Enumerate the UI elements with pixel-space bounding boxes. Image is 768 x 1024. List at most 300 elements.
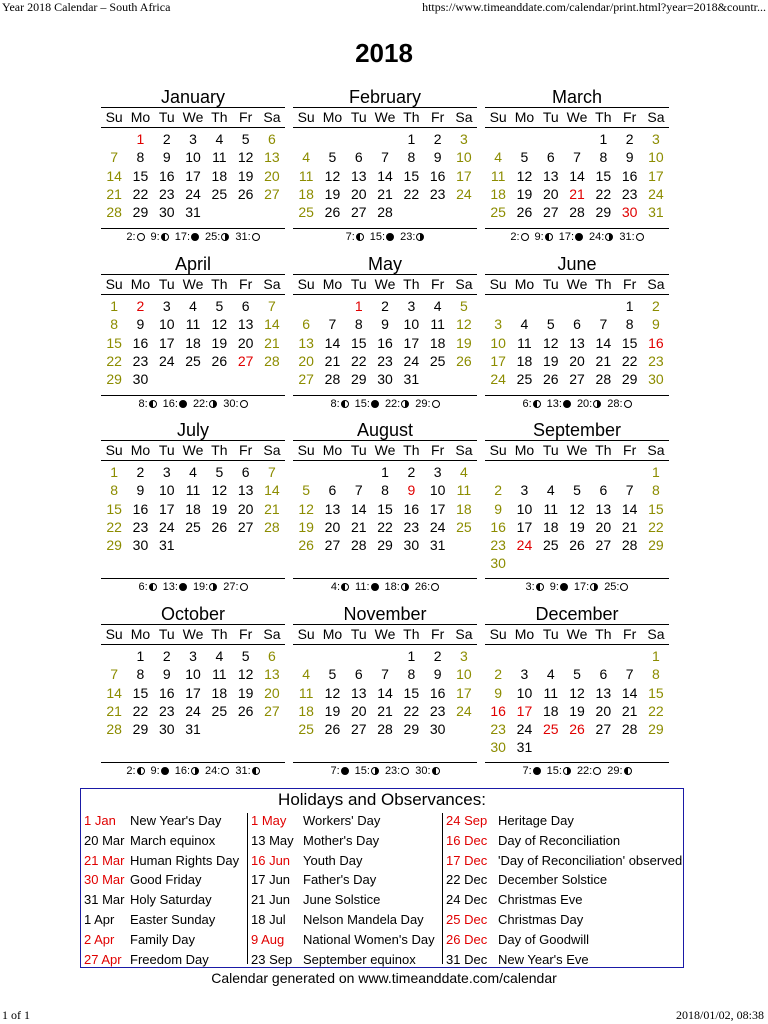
day-cell: 23 (621, 185, 638, 202)
day-cell: 30 (377, 371, 393, 388)
empty-cell (564, 130, 590, 148)
day-cell: 6 (599, 666, 608, 683)
day-cell: 4 (215, 131, 224, 147)
weekday-label: Tu (542, 442, 559, 458)
weekday-label: Sa (647, 442, 665, 458)
day-cell: 2 (162, 648, 171, 664)
holiday-date: 2 Apr (84, 931, 115, 947)
day-cell: 20 (595, 518, 612, 535)
moon-phase (205, 765, 229, 777)
day-cell: 9 (652, 316, 660, 333)
day-cell: 5 (573, 666, 581, 683)
day-cell: 17 (456, 167, 472, 184)
day-cell: 23 (490, 721, 506, 738)
day-cell: 24 (516, 537, 533, 554)
moon-phases (485, 395, 669, 410)
day-cell: 23 (429, 702, 446, 719)
holiday-row (443, 910, 683, 930)
day-cell: 19 (211, 500, 228, 517)
day-cell: 10 (403, 316, 420, 333)
holiday-name: December Solstice (498, 872, 608, 888)
day-cell: 8 (110, 482, 119, 499)
day-cell: 29 (106, 371, 122, 388)
day-cell: 9 (494, 500, 503, 517)
moon-phase (385, 398, 409, 410)
day-cell: 23 (158, 185, 175, 202)
day-cell: 23 (490, 537, 506, 554)
holiday-row (443, 851, 683, 871)
moon-phase-day: 27: (223, 581, 239, 593)
day-cell: 9 (381, 316, 389, 333)
day-cell: 21 (621, 702, 638, 719)
empty-cell (511, 297, 537, 315)
moon-phase (510, 231, 528, 243)
day-cell: 24 (456, 702, 472, 719)
moon-phases (101, 578, 285, 593)
day-cell: 14 (106, 684, 122, 701)
moon-phase (522, 765, 540, 777)
moon-phases (101, 762, 285, 777)
day-cell: 19 (324, 702, 341, 719)
weekday-label: Su (489, 626, 507, 642)
generated-note: Calendar generated on www.timeanddate.com/calendar (211, 970, 557, 986)
month-name: December (535, 604, 619, 624)
holiday-date: 17 Dec (446, 852, 488, 868)
day-cell: 17 (648, 167, 664, 184)
day-cell: 2 (494, 666, 503, 683)
day-cell: 29 (648, 537, 664, 554)
holiday-date: 31 Mar (84, 892, 125, 908)
day-cell: 7 (625, 482, 634, 499)
moon-phase (355, 398, 379, 410)
weekday-label: We (566, 442, 588, 458)
moon-phase (415, 398, 439, 410)
weekday-label: Fr (239, 442, 253, 458)
holiday-row (81, 811, 247, 831)
weekday-label: Th (595, 276, 612, 292)
day-cell: 28 (350, 537, 367, 554)
weekday-label: Mo (130, 109, 151, 125)
day-cell: 21 (377, 702, 393, 719)
empty-cell (616, 647, 642, 665)
day-cell: 16 (648, 334, 664, 351)
weekday-label: Su (105, 276, 123, 292)
day-cell: 25 (211, 702, 228, 719)
empty-cell (372, 130, 398, 148)
new-moon-icon (179, 400, 187, 408)
day-cell: 6 (354, 666, 363, 683)
day-cell: 24 (429, 518, 446, 535)
weekday-label: Tu (158, 276, 175, 292)
moon-phase (175, 231, 199, 243)
day-cell: 7 (381, 149, 389, 166)
day-cell: 26 (237, 702, 254, 719)
day-cell: 7 (381, 666, 389, 683)
moon-phases (485, 228, 669, 243)
month-name: June (557, 254, 597, 274)
moon-phase (370, 231, 394, 243)
holiday-row (81, 831, 247, 851)
day-cell: 8 (354, 316, 363, 333)
day-cell: 28 (377, 721, 393, 738)
day-cell: 14 (595, 334, 612, 351)
empty-cell (319, 130, 345, 148)
day-cell: 5 (328, 149, 337, 166)
day-cell: 6 (354, 149, 363, 166)
day-cell: 29 (132, 204, 149, 221)
holidays-column-3 (443, 811, 683, 967)
weekday-label: Mo (322, 626, 343, 642)
day-cell: 12 (211, 482, 228, 499)
weekday-label: We (374, 276, 396, 292)
weekday-label: Su (297, 276, 315, 292)
holiday-row (248, 811, 442, 831)
day-cell: 24 (185, 185, 201, 202)
day-cell: 11 (543, 684, 559, 701)
day-cell: 16 (132, 500, 149, 517)
day-cell: 12 (516, 167, 533, 184)
weekday-label: Fr (623, 626, 637, 642)
moon-phase (385, 581, 409, 593)
holiday-name: Family Day (130, 931, 196, 947)
moon-phases (101, 395, 285, 410)
day-cell: 23 (377, 352, 393, 369)
day-cell: 17 (516, 518, 533, 535)
day-grid (101, 647, 285, 738)
last-quarter-moon-icon (356, 233, 364, 241)
empty-cell (564, 463, 590, 481)
day-cell: 9 (136, 482, 145, 499)
day-cell: 12 (237, 666, 254, 683)
day-cell: 21 (106, 185, 122, 202)
first-quarter-moon-icon (191, 767, 199, 775)
weekday-header (485, 624, 669, 645)
day-cell: 2 (381, 298, 389, 314)
day-cell: 19 (324, 185, 341, 202)
holiday-name: Heritage Day (498, 813, 574, 828)
moon-phase (535, 231, 553, 243)
moon-phase (235, 231, 259, 243)
weekday-label: Sa (455, 276, 473, 292)
moon-phase (193, 581, 217, 593)
day-cell: 31 (648, 204, 664, 221)
moon-phase (400, 231, 424, 243)
day-cell: 19 (542, 352, 559, 369)
day-cell: 12 (456, 316, 472, 333)
first-quarter-moon-icon (605, 233, 613, 241)
weekday-label: We (182, 109, 204, 125)
last-quarter-moon-icon (545, 233, 553, 241)
holiday-date: 16 Jun (251, 852, 291, 868)
day-cell: 21 (569, 185, 585, 202)
empty-cell (616, 463, 642, 481)
weekday-label: Tu (350, 442, 367, 458)
weekday-header (101, 440, 285, 461)
moon-phase (151, 231, 169, 243)
moon-phase-day: 17: (558, 231, 575, 243)
moon-phase-day: 18: (384, 581, 400, 593)
holiday-name: New Year's Day (130, 813, 222, 828)
day-cell: 18 (211, 167, 228, 184)
day-cell: 9 (433, 666, 442, 683)
day-cell: 29 (350, 371, 367, 388)
day-cell: 9 (162, 149, 171, 166)
moon-phase (235, 765, 259, 777)
empty-cell (293, 647, 319, 665)
day-cell: 14 (324, 334, 341, 351)
day-cell: 12 (324, 684, 341, 701)
weekday-label: Th (403, 442, 420, 458)
day-cell: 23 (132, 352, 149, 369)
month-april (101, 254, 285, 388)
day-cell: 1 (599, 131, 608, 147)
moon-phase-day: 13: (162, 581, 178, 593)
day-cell: 22 (403, 702, 420, 719)
empty-cell (101, 130, 127, 148)
day-grid (101, 297, 285, 388)
holiday-date: 20 Mar (84, 832, 125, 848)
weekday-label: Su (489, 276, 507, 292)
day-cell: 15 (106, 334, 122, 351)
day-cell: 18 (542, 518, 559, 535)
weekday-label: We (566, 276, 588, 292)
day-cell: 17 (158, 334, 175, 351)
empty-cell (538, 297, 564, 315)
day-cell: 26 (298, 537, 314, 554)
day-cell: 13 (595, 500, 612, 517)
day-cell: 21 (377, 185, 393, 202)
day-cell: 6 (302, 316, 311, 333)
day-cell: 6 (268, 131, 276, 147)
day-cell: 19 (456, 334, 472, 351)
new-moon-icon (191, 233, 199, 241)
day-cell: 8 (407, 666, 416, 683)
day-cell: 9 (407, 482, 416, 499)
weekday-label: Th (211, 626, 228, 642)
moon-phase (126, 231, 144, 243)
holiday-row (248, 910, 442, 930)
day-cell: 28 (106, 204, 122, 221)
empty-cell (293, 463, 319, 481)
weekday-label: Tu (350, 109, 367, 125)
weekday-label: Sa (647, 626, 665, 642)
day-cell: 23 (648, 352, 664, 369)
moon-phase (415, 581, 439, 593)
day-cell: 4 (302, 666, 311, 683)
weekday-label: We (566, 626, 588, 642)
moon-phase-day: 24: (205, 765, 221, 777)
moon-phase-day: 16: (162, 398, 178, 410)
holiday-date: 21 Mar (84, 852, 125, 868)
weekday-label: Sa (263, 276, 281, 292)
moon-phase (138, 581, 156, 593)
empty-cell (346, 130, 372, 148)
day-cell: 26 (324, 204, 341, 221)
holiday-date: 21 Jun (251, 892, 291, 908)
day-cell: 16 (377, 334, 393, 351)
empty-cell (319, 647, 345, 665)
moon-phase (559, 231, 583, 243)
moon-phase-day: 4: (330, 581, 341, 593)
month-february (293, 87, 477, 221)
day-cell: 22 (132, 702, 149, 719)
day-cell: 7 (599, 316, 608, 333)
day-cell: 1 (136, 648, 145, 664)
day-cell: 17 (490, 352, 506, 369)
weekday-label: Mo (514, 276, 535, 292)
print-datetime: 2018/01/02, 08:38 (675, 1008, 764, 1022)
weekday-label: Sa (263, 626, 281, 642)
first-quarter-moon-icon (209, 583, 217, 591)
moon-phase-day: 29: (607, 765, 623, 777)
day-cell: 11 (490, 167, 506, 184)
day-cell: 29 (621, 371, 638, 388)
moon-phase (589, 231, 613, 243)
day-cell: 26 (569, 537, 585, 554)
weekday-header (293, 624, 477, 645)
moon-phase-day: 15: (354, 765, 370, 777)
empty-cell (538, 463, 564, 481)
new-moon-icon (341, 767, 349, 775)
day-cell: 28 (595, 371, 612, 388)
day-cell: 25 (185, 352, 201, 369)
day-cell: 8 (407, 149, 416, 166)
moon-phase-day: 25: (604, 581, 620, 593)
day-cell: 20 (237, 500, 254, 517)
month-march (485, 87, 669, 221)
day-cell: 12 (569, 684, 585, 701)
moon-phase-day: 9: (150, 765, 160, 777)
holiday-name: September equinox (303, 951, 416, 967)
day-cell: 3 (520, 666, 529, 683)
day-cell: 7 (110, 666, 119, 683)
full-moon-icon (240, 583, 248, 591)
holiday-date: 16 Dec (446, 832, 488, 848)
moon-phase (547, 398, 571, 410)
day-cell: 7 (573, 149, 581, 166)
first-quarter-moon-icon (221, 233, 229, 241)
day-cell: 25 (516, 371, 533, 388)
last-quarter-moon-icon (432, 767, 440, 775)
weekday-label: Su (297, 109, 315, 125)
moon-phase (526, 581, 544, 593)
day-cell: 20 (264, 684, 280, 701)
day-cell: 14 (264, 482, 280, 499)
full-moon-icon (521, 233, 529, 241)
day-cell: 3 (652, 131, 660, 147)
weekday-label: Tu (158, 442, 175, 458)
last-quarter-moon-icon (533, 400, 541, 408)
day-cell: 13 (237, 316, 254, 333)
moon-phase-day: 30: (223, 398, 239, 410)
day-cell: 27 (595, 721, 612, 738)
moon-phase (151, 765, 169, 777)
day-cell: 16 (429, 684, 446, 701)
day-cell: 30 (490, 555, 506, 572)
empty-cell (101, 647, 127, 665)
empty-cell (511, 130, 537, 148)
holiday-name: 'Day of Reconciliation' observed (498, 852, 683, 868)
day-cell: 10 (158, 482, 175, 499)
weekday-label: Mo (322, 442, 343, 458)
new-moon-icon (371, 400, 379, 408)
day-cell: 10 (516, 500, 533, 517)
day-cell: 2 (136, 464, 145, 480)
weekday-header (293, 440, 477, 461)
moon-phase-day: 9: (549, 581, 559, 593)
weekday-label: Th (595, 442, 612, 458)
empty-cell (346, 463, 372, 481)
day-cell: 24 (490, 371, 506, 388)
weekday-label: We (374, 109, 396, 125)
day-cell: 12 (298, 500, 314, 517)
moon-phase-day: 25: (205, 231, 221, 243)
day-cell: 28 (106, 721, 122, 738)
day-cell: 10 (429, 482, 446, 499)
holiday-name: Youth Day (303, 852, 363, 868)
day-cell: 20 (350, 702, 367, 719)
weekday-label: Th (211, 109, 228, 125)
month-july (101, 420, 285, 554)
day-grid (101, 463, 285, 554)
holiday-row (248, 831, 442, 851)
weekday-label: Fr (431, 442, 445, 458)
day-cell: 27 (264, 702, 280, 719)
moon-phase-day: 2: (126, 765, 136, 777)
day-cell: 28 (621, 537, 638, 554)
day-cell: 11 (517, 334, 532, 351)
day-cell: 20 (324, 518, 341, 535)
holiday-row (443, 950, 683, 970)
moon-phase-day: 6: (522, 398, 532, 410)
day-cell: 9 (162, 666, 171, 683)
day-cell: 30 (621, 204, 638, 221)
day-cell: 18 (298, 185, 314, 202)
first-quarter-moon-icon (401, 400, 409, 408)
first-quarter-moon-icon (590, 583, 598, 591)
day-cell: 30 (158, 721, 175, 738)
weekday-label: Tu (158, 109, 175, 125)
weekday-label: Fr (431, 109, 445, 125)
holidays-box (80, 788, 684, 968)
day-cell: 19 (237, 684, 254, 701)
month-name: January (160, 87, 226, 107)
moon-phase-day: 22: (384, 398, 401, 410)
last-quarter-moon-icon (341, 583, 349, 591)
day-cell: 20 (569, 352, 585, 369)
day-cell: 6 (546, 149, 555, 166)
holiday-row (81, 910, 247, 930)
full-moon-icon (636, 233, 644, 241)
weekday-label: Fr (623, 276, 637, 292)
weekday-label: Fr (623, 442, 637, 458)
holiday-row (81, 930, 247, 950)
moon-phase-day: 19: (192, 581, 209, 593)
day-cell: 1 (136, 131, 145, 147)
month-december (485, 604, 669, 757)
day-cell: 18 (490, 185, 506, 202)
day-cell: 22 (648, 518, 664, 535)
empty-cell (590, 463, 616, 481)
new-moon-icon (575, 233, 583, 241)
day-cell: 21 (264, 500, 280, 517)
day-cell: 12 (569, 500, 585, 517)
day-grid (293, 130, 477, 221)
moon-phase (330, 398, 348, 410)
full-moon-icon (401, 767, 409, 775)
holidays-column-2 (248, 811, 442, 967)
month-name: September (532, 420, 622, 440)
